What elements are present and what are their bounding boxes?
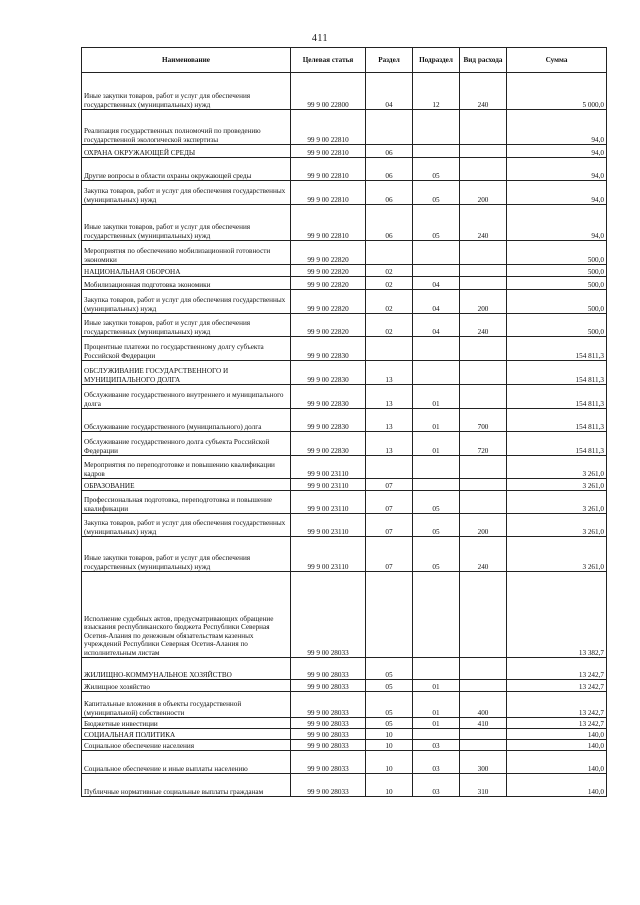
table-header-row: [82, 48, 607, 73]
table-row: [82, 692, 607, 718]
cell-code: 99 9 00 23110: [291, 491, 366, 514]
cell-amount: 140,0: [507, 729, 607, 740]
cell-name: ОХРАНА ОКРУЖАЮЩЕЙ СРЕДЫ: [82, 145, 291, 158]
cell-name: Мероприятия по переподготовке и повышению квалификации кадров: [82, 456, 291, 479]
column-header-section: Раздел: [366, 48, 413, 73]
cell-amount: 94,0: [507, 158, 607, 181]
cell-amount: 500,0: [507, 241, 607, 265]
cell-type: 200: [460, 290, 507, 314]
cell-name: Социальное обеспечение и иные выплаты населению: [82, 751, 291, 774]
cell-subsection: 01: [413, 385, 460, 409]
cell-section: 04: [366, 73, 413, 110]
cell-type: [460, 680, 507, 692]
cell-section: 07: [366, 514, 413, 537]
table-row: [82, 73, 607, 110]
cell-name: Другие вопросы в области охраны окружающей среды: [82, 158, 291, 181]
cell-type: [460, 277, 507, 290]
cell-name: Иные закупки товаров, работ и услуг для обеспечения государственных (муниципальных) нужд: [82, 537, 291, 572]
cell-section: 10: [366, 774, 413, 797]
column-header-expense-type: Вид расхода: [460, 48, 507, 73]
cell-name: Жилищное хозяйство: [82, 680, 291, 692]
table-body: [82, 73, 607, 797]
cell-name: Бюджетные инвестиции: [82, 718, 291, 729]
cell-amount: 154 811,3: [507, 432, 607, 456]
cell-code: 99 9 00 22830: [291, 409, 366, 432]
cell-type: [460, 658, 507, 680]
cell-code: 99 9 00 22810: [291, 110, 366, 145]
cell-name: Мероприятия по обеспечению мобилизационной готовности экономики: [82, 241, 291, 265]
column-header-subsection: Подраздел: [413, 48, 460, 73]
cell-subsection: [413, 658, 460, 680]
cell-section: [366, 456, 413, 479]
cell-amount: 140,0: [507, 740, 607, 751]
cell-type: 240: [460, 537, 507, 572]
cell-subsection: 01: [413, 432, 460, 456]
cell-subsection: 01: [413, 409, 460, 432]
cell-section: 02: [366, 314, 413, 337]
cell-name: Капитальные вложения в объекты государственной (муниципальной) собственности: [82, 692, 291, 718]
cell-name: ЖИЛИЩНО-КОММУНАЛЬНОЕ ХОЗЯЙСТВО: [82, 658, 291, 680]
cell-amount: 94,0: [507, 205, 607, 241]
cell-subsection: [413, 479, 460, 491]
table-row: [82, 361, 607, 385]
cell-code: 99 9 00 22830: [291, 337, 366, 361]
cell-section: 07: [366, 537, 413, 572]
cell-name: Закупка товаров, работ и услуг для обеспечения государственных (муниципальных) нужд: [82, 290, 291, 314]
cell-section: [366, 110, 413, 145]
cell-type: 400: [460, 692, 507, 718]
cell-section: 10: [366, 751, 413, 774]
cell-code: 99 9 00 22820: [291, 277, 366, 290]
table-row: [82, 537, 607, 572]
cell-subsection: 04: [413, 277, 460, 290]
cell-subsection: 03: [413, 740, 460, 751]
cell-code: 99 9 00 22820: [291, 290, 366, 314]
cell-code: 99 9 00 22820: [291, 314, 366, 337]
cell-code: 99 9 00 28033: [291, 729, 366, 740]
cell-type: 240: [460, 205, 507, 241]
cell-code: 99 9 00 22820: [291, 241, 366, 265]
cell-subsection: [413, 729, 460, 740]
table-row: [82, 680, 607, 692]
cell-code: 99 9 00 28033: [291, 718, 366, 729]
cell-subsection: 05: [413, 537, 460, 572]
cell-amount: 5 000,0: [507, 73, 607, 110]
cell-section: [366, 337, 413, 361]
cell-amount: 13 242,7: [507, 718, 607, 729]
cell-subsection: [413, 456, 460, 479]
cell-amount: 94,0: [507, 145, 607, 158]
cell-code: 99 9 00 23110: [291, 479, 366, 491]
cell-code: 99 9 00 22820: [291, 265, 366, 277]
cell-type: [460, 361, 507, 385]
cell-subsection: 03: [413, 751, 460, 774]
cell-section: 06: [366, 145, 413, 158]
cell-code: 99 9 00 22810: [291, 158, 366, 181]
cell-amount: 154 811,3: [507, 385, 607, 409]
cell-code: 99 9 00 28033: [291, 740, 366, 751]
cell-name: Закупка товаров, работ и услуг для обеспечения государственных (муниципальных) нужд: [82, 514, 291, 537]
cell-type: 240: [460, 73, 507, 110]
cell-code: 99 9 00 22830: [291, 361, 366, 385]
table-row: [82, 729, 607, 740]
table-row: [82, 774, 607, 797]
table-row: [82, 314, 607, 337]
cell-name: Иные закупки товаров, работ и услуг для обеспечения государственных (муниципальных) нужд: [82, 314, 291, 337]
cell-amount: 3 261,0: [507, 456, 607, 479]
cell-amount: 94,0: [507, 181, 607, 205]
cell-type: 240: [460, 314, 507, 337]
cell-amount: 140,0: [507, 751, 607, 774]
cell-code: 99 9 00 28033: [291, 680, 366, 692]
table-row: [82, 751, 607, 774]
cell-type: [460, 158, 507, 181]
cell-name: Исполнение судебных актов, предусматривающих обращение взыскания республиканского бюджета Республики Северная Осетия-Алания по денежным обязательствам казенных учреждений Республики Северная Осетия-Алания по исполнительным листам: [82, 572, 291, 658]
cell-subsection: 12: [413, 73, 460, 110]
cell-type: 200: [460, 514, 507, 537]
cell-code: 99 9 00 22810: [291, 145, 366, 158]
cell-name: Социальное обеспечение населения: [82, 740, 291, 751]
table-row: [82, 265, 607, 277]
cell-type: 700: [460, 409, 507, 432]
cell-subsection: 05: [413, 491, 460, 514]
cell-section: 13: [366, 361, 413, 385]
cell-section: 13: [366, 409, 413, 432]
table-row: [82, 718, 607, 729]
table-row: [82, 241, 607, 265]
cell-code: 99 9 00 28033: [291, 774, 366, 797]
cell-section: 06: [366, 181, 413, 205]
cell-type: [460, 456, 507, 479]
cell-code: 99 9 00 28033: [291, 658, 366, 680]
cell-code: 99 9 00 22810: [291, 205, 366, 241]
table-row: [82, 658, 607, 680]
cell-name: Мобилизационная подготовка экономики: [82, 277, 291, 290]
cell-name: Публичные нормативные социальные выплаты гражданам: [82, 774, 291, 797]
cell-section: [366, 572, 413, 658]
cell-amount: 94,0: [507, 110, 607, 145]
cell-section: 13: [366, 385, 413, 409]
cell-subsection: 01: [413, 680, 460, 692]
cell-subsection: 01: [413, 718, 460, 729]
cell-name: СОЦИАЛЬНАЯ ПОЛИТИКА: [82, 729, 291, 740]
cell-section: [366, 241, 413, 265]
cell-subsection: 05: [413, 181, 460, 205]
cell-code: 99 9 00 28033: [291, 692, 366, 718]
cell-code: 99 9 00 28033: [291, 751, 366, 774]
cell-section: 02: [366, 277, 413, 290]
cell-amount: 154 811,3: [507, 409, 607, 432]
cell-amount: 13 242,7: [507, 680, 607, 692]
cell-amount: 3 261,0: [507, 514, 607, 537]
cell-subsection: [413, 145, 460, 158]
cell-section: 07: [366, 479, 413, 491]
cell-subsection: 04: [413, 314, 460, 337]
table-row: [82, 110, 607, 145]
cell-section: 10: [366, 729, 413, 740]
cell-type: [460, 337, 507, 361]
cell-amount: 154 811,3: [507, 337, 607, 361]
cell-section: 10: [366, 740, 413, 751]
cell-subsection: 05: [413, 158, 460, 181]
cell-type: [460, 110, 507, 145]
column-header-amount: Сумма: [507, 48, 607, 73]
cell-section: 05: [366, 658, 413, 680]
page-number: 411: [311, 33, 329, 44]
table-row: [82, 290, 607, 314]
cell-name: ОБСЛУЖИВАНИЕ ГОСУДАРСТВЕННОГО И МУНИЦИПАЛЬНОГО ДОЛГА: [82, 361, 291, 385]
cell-type: [460, 740, 507, 751]
cell-type: 310: [460, 774, 507, 797]
cell-amount: 13 242,7: [507, 658, 607, 680]
cell-section: 13: [366, 432, 413, 456]
cell-type: [460, 572, 507, 658]
cell-subsection: [413, 361, 460, 385]
cell-code: 99 9 00 23110: [291, 514, 366, 537]
table-row: [82, 385, 607, 409]
cell-subsection: 04: [413, 290, 460, 314]
cell-subsection: [413, 572, 460, 658]
cell-name: Иные закупки товаров, работ и услуг для обеспечения государственных (муниципальных) нужд: [82, 73, 291, 110]
cell-subsection: [413, 241, 460, 265]
cell-subsection: 03: [413, 774, 460, 797]
cell-amount: 13 242,7: [507, 692, 607, 718]
cell-amount: 500,0: [507, 290, 607, 314]
cell-name: Реализация государственных полномочий по проведению государственной экологической экспертизы: [82, 110, 291, 145]
cell-type: 300: [460, 751, 507, 774]
cell-amount: 500,0: [507, 277, 607, 290]
table-row: [82, 158, 607, 181]
cell-subsection: 01: [413, 692, 460, 718]
table-row: [82, 479, 607, 491]
cell-type: [460, 265, 507, 277]
cell-name: Обслуживание государственного внутреннего и муниципального долга: [82, 385, 291, 409]
cell-subsection: [413, 110, 460, 145]
table-row: [82, 491, 607, 514]
table-row: [82, 277, 607, 290]
cell-type: [460, 479, 507, 491]
table-row: [82, 145, 607, 158]
cell-type: 200: [460, 181, 507, 205]
cell-name: ОБРАЗОВАНИЕ: [82, 479, 291, 491]
cell-section: 05: [366, 692, 413, 718]
cell-type: [460, 491, 507, 514]
cell-subsection: 05: [413, 205, 460, 241]
cell-type: [460, 145, 507, 158]
cell-name: Обслуживание государственного (муниципального) долга: [82, 409, 291, 432]
column-header-name: Наименование: [82, 48, 291, 73]
cell-section: 02: [366, 290, 413, 314]
table-row: [82, 337, 607, 361]
table-row: [82, 205, 607, 241]
cell-amount: 500,0: [507, 314, 607, 337]
cell-type: 720: [460, 432, 507, 456]
cell-section: 05: [366, 680, 413, 692]
cell-amount: 13 382,7: [507, 572, 607, 658]
cell-section: 06: [366, 205, 413, 241]
cell-type: [460, 241, 507, 265]
cell-name: Иные закупки товаров, работ и услуг для обеспечения государственных (муниципальных) нужд: [82, 205, 291, 241]
table-row: [82, 572, 607, 658]
cell-type: [460, 385, 507, 409]
table-row: [82, 432, 607, 456]
column-header-code: Целевая статья: [291, 48, 366, 73]
cell-section: 02: [366, 265, 413, 277]
cell-amount: 140,0: [507, 774, 607, 797]
table-row: [82, 181, 607, 205]
cell-name: Обслуживание государственного долга субъекта Российской Федерации: [82, 432, 291, 456]
cell-code: 99 9 00 22800: [291, 73, 366, 110]
cell-amount: 500,0: [507, 265, 607, 277]
cell-code: 99 9 00 23110: [291, 537, 366, 572]
cell-amount: 3 261,0: [507, 537, 607, 572]
cell-amount: 3 261,0: [507, 491, 607, 514]
cell-amount: 154 811,3: [507, 361, 607, 385]
cell-subsection: [413, 337, 460, 361]
cell-code: 99 9 00 22830: [291, 385, 366, 409]
cell-section: 07: [366, 491, 413, 514]
cell-code: 99 9 00 28033: [291, 572, 366, 658]
cell-name: НАЦИОНАЛЬНАЯ ОБОРОНА: [82, 265, 291, 277]
cell-type: [460, 729, 507, 740]
cell-code: 99 9 00 23110: [291, 456, 366, 479]
table-row: [82, 514, 607, 537]
cell-section: 05: [366, 718, 413, 729]
budget-table: [81, 47, 607, 797]
cell-subsection: [413, 265, 460, 277]
table-row: [82, 740, 607, 751]
cell-code: 99 9 00 22810: [291, 181, 366, 205]
cell-name: Закупка товаров, работ и услуг для обеспечения государственных (муниципальных) нужд: [82, 181, 291, 205]
cell-name: Профессиональная подготовка, переподготовка и повышение квалификации: [82, 491, 291, 514]
cell-subsection: 05: [413, 514, 460, 537]
cell-code: 99 9 00 22830: [291, 432, 366, 456]
cell-amount: 3 261,0: [507, 479, 607, 491]
table-row: [82, 456, 607, 479]
cell-type: 410: [460, 718, 507, 729]
table-row: [82, 409, 607, 432]
cell-name: Процентные платежи по государственному долгу субъекта Российской Федерации: [82, 337, 291, 361]
cell-section: 06: [366, 158, 413, 181]
